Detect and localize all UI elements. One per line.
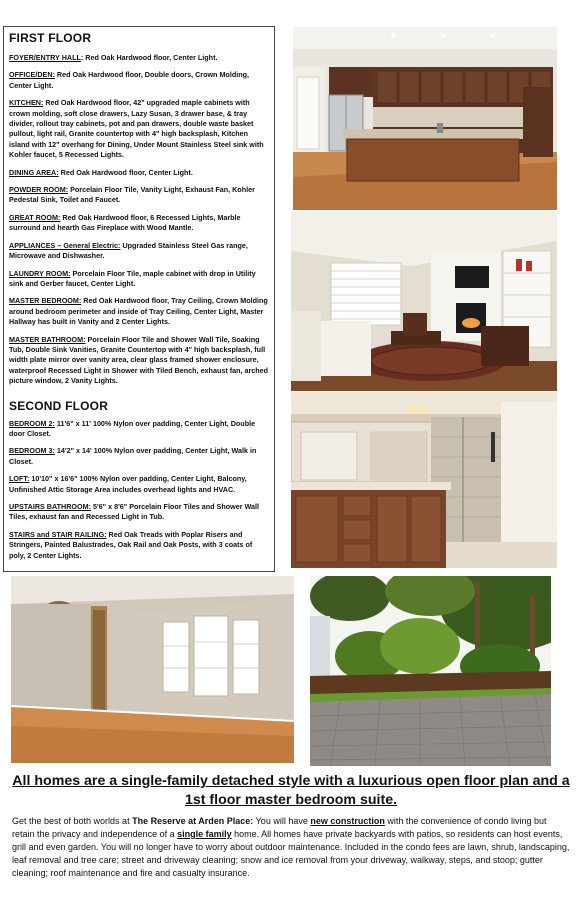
great-room-photo (291, 211, 557, 391)
spec-master-bathroom: MASTER BATHROOM: Porcelain Floor Tile and Shower Wall Tile, Soaking Tub, Double Sink Vanities, Granite Countertop with 4" high backsplash, full width plate mirror over vanity area, clear glass framed shower enclosure, waterproof Recessed Light in Shower with Tiled Bench, exhaust fan, arched picture window, 2 Vanity Lights. (9, 334, 269, 386)
first-floor-heading: FIRST FLOOR (9, 31, 92, 45)
master-bathroom-photo (291, 392, 557, 568)
second-floor-list (9, 419, 269, 561)
spec-powder-room: POWDER ROOM: Porcelain Floor Tile, Vanity Light, Exhaust Fan, Kohler Pedestal Sink, Toilet and Faucet. (9, 185, 255, 205)
spec-loft: LOFT: 10'10" x 16'6" 100% Nylon over padding, Center Light, Balcony, Unfinished Attic Storage Area includes overhead lights and HVAC. (9, 474, 247, 494)
bedroom-photo (11, 576, 294, 763)
spec-bedroom-3: BEDROOM 3: 14'2" x 14' 100% Nylon over padding, Center Light, Walk in Closet. (9, 446, 257, 466)
spec-master-bedroom: MASTER BEDROOM: Red Oak Hardwood floor, Tray Ceiling, Crown Molding around bedroom perimeter and inside of Tray Ceiling, Center Light, Master Hallway has built in Vanity and 2 Center Lights. (9, 296, 268, 327)
spec-office: OFFICE/DEN: Red Oak Hardwood floor, Double doors, Crown Molding, Center Light. (9, 70, 249, 90)
spec-dining: DINING AREA: Red Oak Hardwood floor, Center Light. (9, 167, 193, 177)
spec-appliances: APPLIANCES – General Electric: Upgraded Stainless Steel Gas range, Microwave and Dishwasher. (9, 240, 248, 261)
specifications-box (3, 26, 275, 572)
spec-great-room: GREAT ROOM: Red Oak Hardwood floor, 6 Recessed Lights, Marble surround and hearth Gas Fireplace with Wood Mantle. (9, 212, 241, 233)
backyard-patio-photo (310, 576, 551, 766)
single-family-text: single family (177, 829, 232, 839)
headline-line-2: 1st floor master bedroom suite. (184, 792, 398, 808)
community-name: The Reserve at Arden Place: (132, 816, 254, 826)
headline (0, 772, 582, 810)
second-floor-heading: SECOND FLOOR (9, 398, 109, 413)
new-construction-text: new construction (310, 816, 385, 826)
kitchen-photo (293, 27, 557, 210)
spec-stairs: STAIRS and STAIR RAILING: Red Oak Treads with Poplar Risers and Stringers, Painted Balustrades, Oak Rail and Oak Posts, with 3 coats of poly, 2 Center Lights. (9, 529, 253, 560)
first-floor-list (9, 53, 269, 387)
spec-bedroom-2: BEDROOM 2: 11'6" x 11' 100% Nylon over padding, Center Light, Double door Closet. (9, 418, 256, 438)
spec-foyer: FOYER/ENTRY HALL: Red Oak Hardwood floor, Center Light. (9, 53, 218, 62)
description-paragraph: Get the best of both worlds at The Reserve at Arden Place: You will have new construction with the convenience of condo living but retain the privacy and independence of a single family home. All homes have private backyards with patios, so residents can host events, grill and even garden. You will no longer have to worry about outdoor maintenance. Included in the condo fees are lawn, shrub, landscaping, leaf removal and tree care; street and driveway cleaning; snow and ice removal from your driveway, walkway, steps, and stoop; gutter cleaning; roof maintenance and fire and casualty insurance. (12, 816, 570, 878)
spec-kitchen: KITCHEN: Red Oak Hardwood floor, 42" upgraded maple cabinets with crown molding, soft close drawers, Lazy Susan, 3 drawer base, & tray divider, rollout tray cabinets, pot and pan drawers, double waste basket pullout, light rail, Granite countertop with 4" high backsplash, Kitchen island with 12" overhang for Dining, Under Mount Stainless Steel sink with Kohler faucet, 5 Recessed Lights. (9, 98, 264, 160)
headline-line-1: All homes are a single-family detached style with a luxurious open floor plan and a (12, 773, 570, 789)
spec-laundry: LAUNDRY ROOM: Porcelain Floor Tile, maple cabinet with drop in Utility sink and Gerber faucet, Center Light. (9, 268, 256, 288)
spec-upstairs-bathroom: UPSTAIRS BATHROOM: 5'6" x 8'6" Porcelain Floor Tiles and Shower Wall Tiles, exhaust fan and Recessed Light in Tub. (9, 502, 259, 522)
